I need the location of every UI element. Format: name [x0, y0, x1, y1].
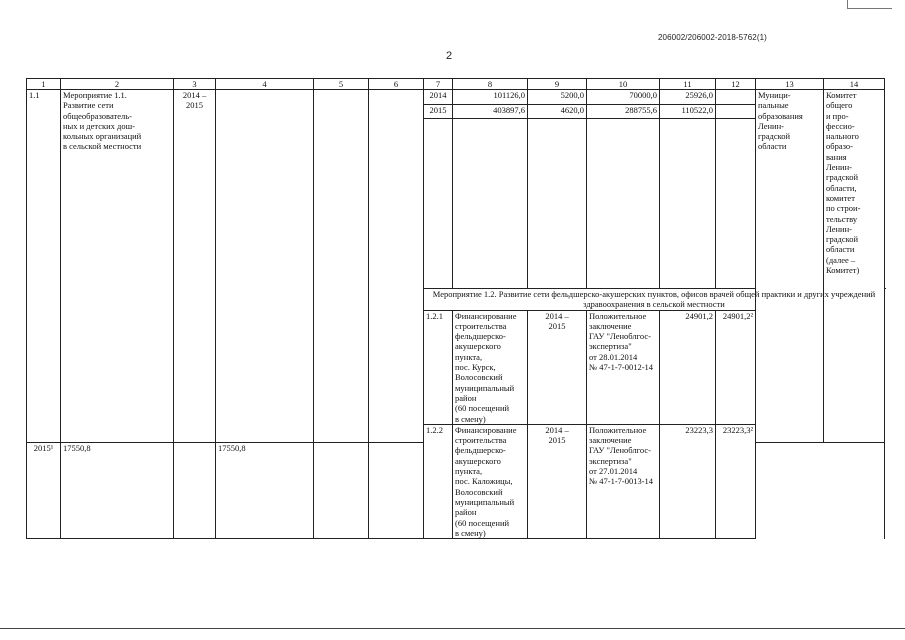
document-cell: Положительное заключение ГАУ "Леноблгос- экспертиза" от 27.01.2014 № 47-1-7-0013-14 — [587, 424, 660, 538]
empty-cell — [587, 119, 660, 289]
cost-remaining-cell: 24901,2² — [716, 310, 756, 424]
period: 2014 – 2015 — [528, 424, 587, 538]
section-title: Мероприятие 1.2. Развитие сети фельдшерско-акушерских пунктов, офисов врачей общей практики и других учреждений здравоохранения в сельской местности — [424, 289, 885, 311]
cost-cell: 23223,3 — [660, 424, 716, 538]
page-number: 2 — [446, 50, 453, 62]
empty-cell — [716, 119, 756, 289]
header-cell: 12 — [716, 79, 756, 90]
local-amount: 25926,0 — [660, 90, 716, 105]
program-table — [26, 78, 885, 539]
row-number: 1.2.2 — [424, 424, 453, 538]
table-row — [27, 90, 885, 105]
federal-amount — [174, 443, 216, 539]
total-amount: 403897,6 — [453, 105, 528, 119]
total-amount: 17550,8 — [61, 443, 174, 539]
year: 2014 — [424, 90, 453, 105]
page-edge-line — [0, 628, 905, 629]
document-cell — [216, 90, 314, 443]
empty-cell — [528, 119, 587, 289]
empty-cell — [453, 119, 528, 289]
regional-amount: 17550,8 — [216, 443, 314, 539]
header-cell: 14 — [824, 79, 885, 90]
year: 2015¹ — [27, 443, 61, 539]
empty-cell — [660, 119, 716, 289]
header-cell: 4 — [216, 79, 314, 90]
cost-cell — [314, 90, 369, 443]
cost-remaining-cell — [369, 90, 424, 443]
other-amount — [716, 90, 756, 105]
local-amount: 110522,0 — [660, 105, 716, 119]
period: 2014 – 2015 — [174, 90, 216, 443]
header-cell: 5 — [314, 79, 369, 90]
header-row — [27, 79, 885, 90]
local-amount — [314, 443, 369, 539]
event-name: Мероприятие 1.1. Развитие сети общеобразователь- ных и детских дош- кольных организаций в сельской местности — [61, 90, 174, 443]
regional-amount: 288755,6 — [587, 105, 660, 119]
event-name: Финансирование строительства фельдшерско- акушерского пункта, пос. Каложицы, Волосовский муниципальный район (60 посещений в смену) — [453, 424, 528, 538]
other-amount — [369, 443, 424, 539]
row-number: 1.1 — [27, 90, 61, 443]
header-cell: 13 — [756, 79, 824, 90]
header-cell: 1 — [27, 79, 61, 90]
cost-remaining-cell: 23223,3² — [716, 424, 756, 538]
header-cell: 11 — [660, 79, 716, 90]
executor: Муници- пальные образования Ленин- градской области — [756, 90, 824, 443]
row-number: 1.2.1 — [424, 310, 453, 424]
header-cell: 8 — [453, 79, 528, 90]
header-cell: 6 — [369, 79, 424, 90]
corner-mark — [847, 0, 892, 9]
cost-cell: 24901,2 — [660, 310, 716, 424]
document-id: 206002/206002-2018-5762(1) — [658, 33, 767, 42]
total-amount: 101126,0 — [453, 90, 528, 105]
federal-amount: 4620,0 — [528, 105, 587, 119]
empty-cell — [424, 119, 453, 289]
header-cell: 7 — [424, 79, 453, 90]
event-name: Финансирование строительства фельдшерско- акушерского пункта, пос. Курск, Волосовский муниципальный район (60 посещений в смену) — [453, 310, 528, 424]
federal-amount: 5200,0 — [528, 90, 587, 105]
header-cell: 2 — [61, 79, 174, 90]
regional-amount: 70000,0 — [587, 90, 660, 105]
header-cell: 9 — [528, 79, 587, 90]
responsible: Комитет общего и про- фессио- нального образо- вания Ленин- градской области, комитет по строи- тельству Ленин- градской области (далее – Комитет) — [824, 90, 885, 443]
header-cell: 10 — [587, 79, 660, 90]
other-amount — [716, 105, 756, 119]
document-cell: Положительное заключение ГАУ "Леноблгос- экспертиза" от 28.01.2014 № 47-1-7-0012-14 — [587, 310, 660, 424]
header-cell: 3 — [174, 79, 216, 90]
period: 2014 – 2015 — [528, 310, 587, 424]
year: 2015 — [424, 105, 453, 119]
